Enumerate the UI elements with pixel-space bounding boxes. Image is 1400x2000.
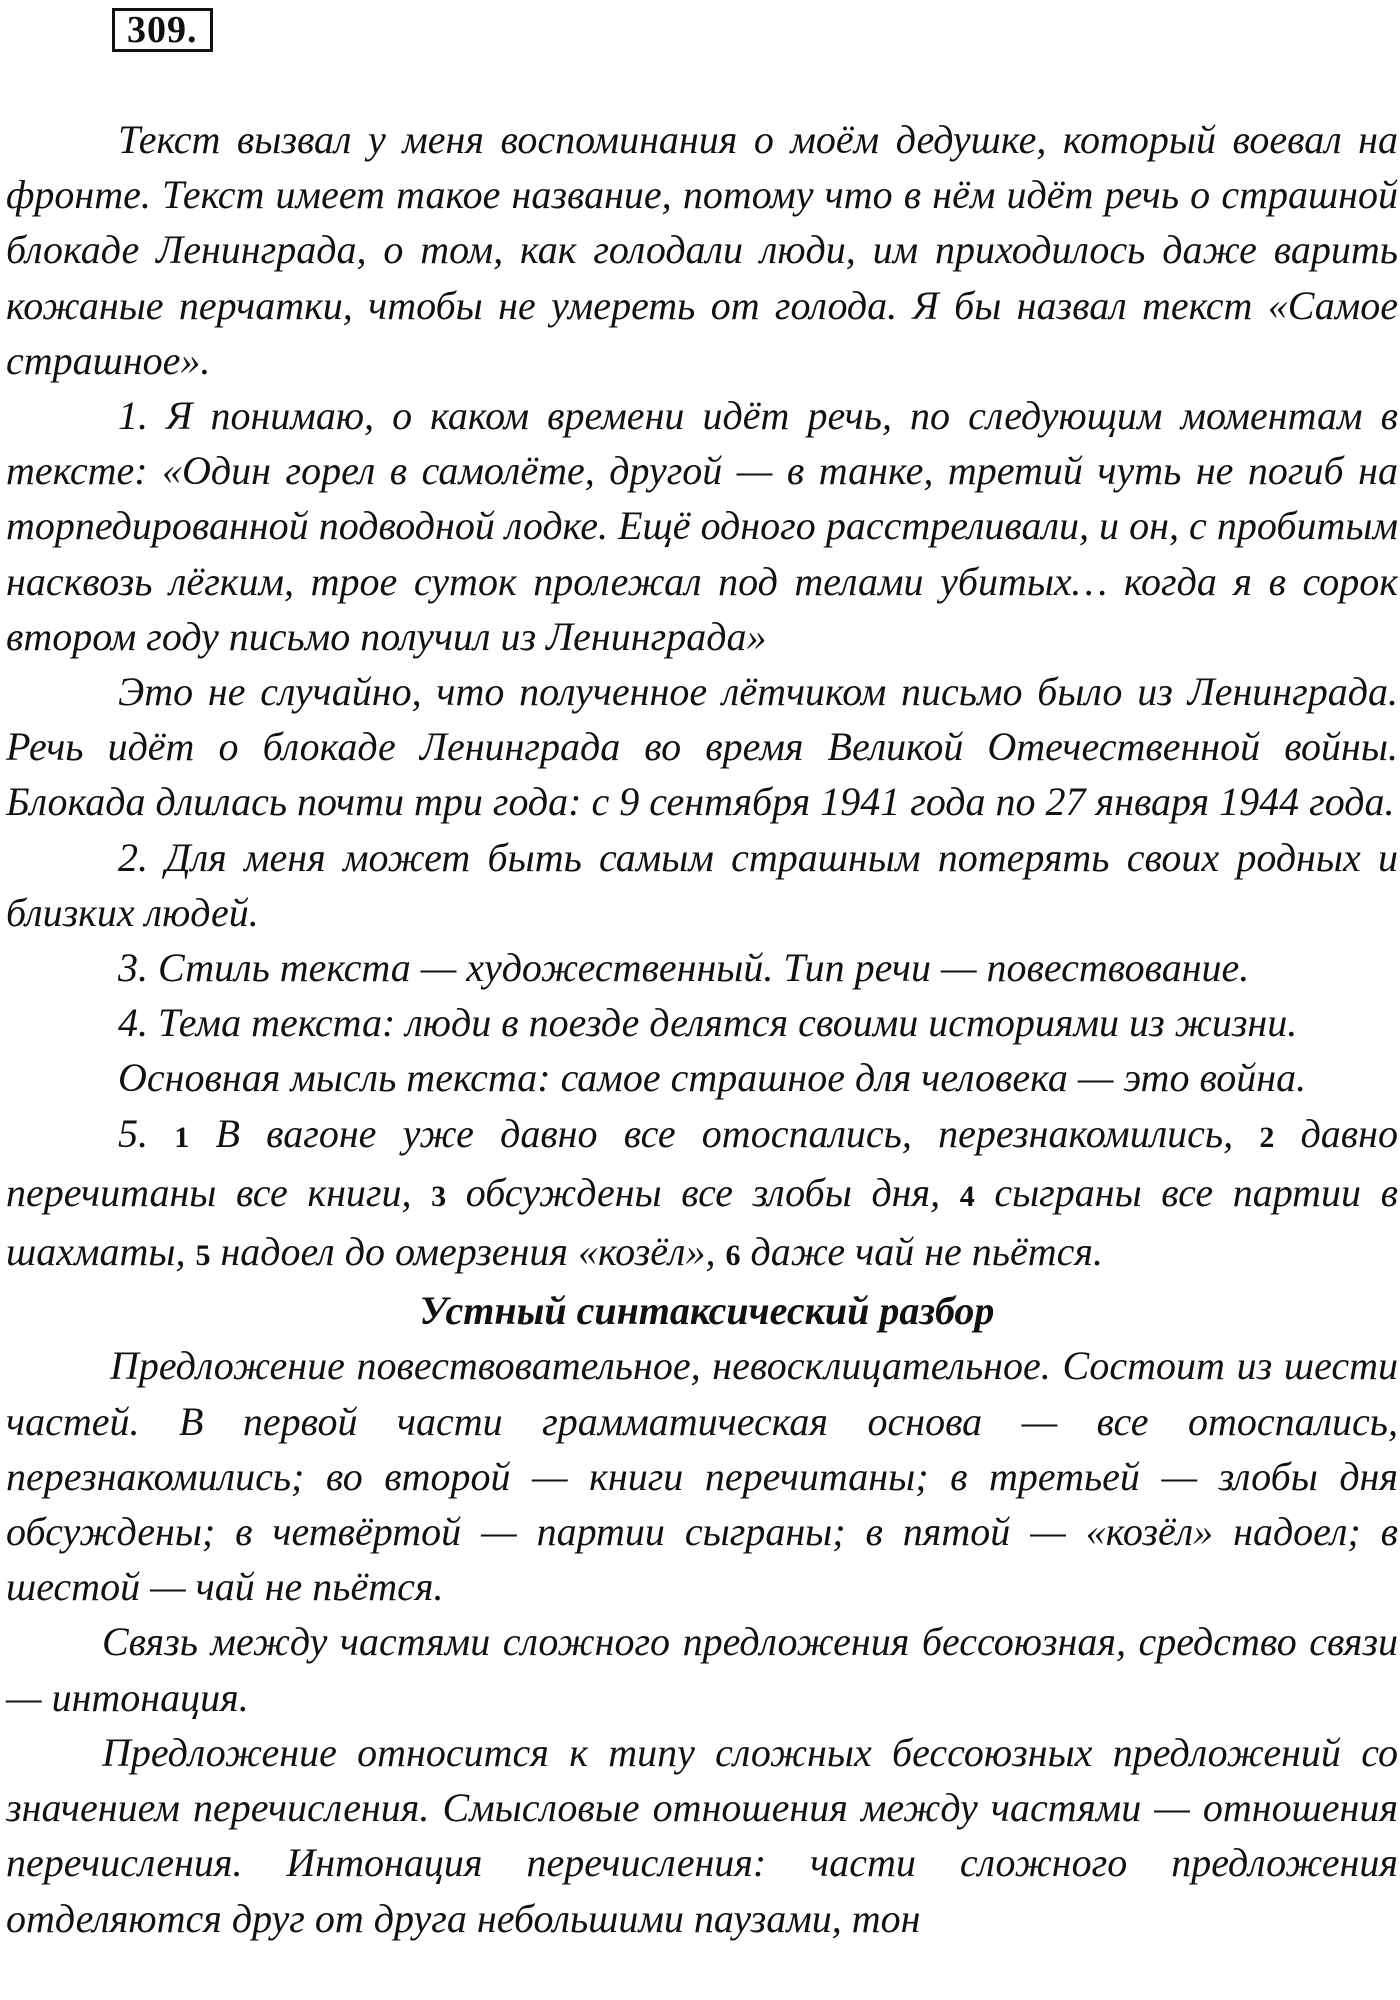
paragraph-answer-1: 1. Я понимаю, о каком времени идёт речь, по следующим моментам в тексте: «Один горел в самолёте, другой — в танке, третий чуть не погиб на торпедированной подводной лодке. Ещё одного расстреливали, и он, с пробитым насквозь лёгким, трое суток пролежал под телами убитых… когда я в сорок втором году письмо получил из Ленинграда» xyxy=(6,393,1398,659)
paragraph-analysis-3: Предложение относится к типу сложных бессоюзных предложений со значением перечисления. Смысловые отношения между частями — отношения перечисления. Интонация перечисления: части сложного предложения отделяются друг от друга небольшими паузами, тон xyxy=(6,1729,1398,1941)
paragraph-analysis-2: Связь между частями сложного предложения бессоюзная, средство связи — интонация. xyxy=(6,1619,1398,1720)
clause-text-6: даже чай не пьётся. xyxy=(750,1229,1103,1275)
paragraph-main-idea: Основная мысль текста: самое страшное для человека — это война. xyxy=(118,1055,1307,1101)
paragraph-answer-5 xyxy=(6,1106,1398,1284)
clause-number-5: 5 xyxy=(195,1239,211,1273)
answer-text xyxy=(6,112,1398,1946)
exercise-number: 309. xyxy=(112,8,213,52)
clause-text-5: надоел до омерзения «козёл», xyxy=(220,1229,716,1275)
clause-text-4: сыграны все партии в шахматы, xyxy=(6,1169,1399,1275)
paragraph-answer-4: 4. Тема текста: люди в поезде делятся своими историями из жизни. xyxy=(118,1000,1298,1046)
paragraph-answer-1-explanation: Это не случайно, что полученное лётчиком письмо было из Ленинграда. Речь идёт о блокаде Ленинграда во время Великой Отечественной войны. Блокада длилась почти три года: с 9 сентября 1941 года по 27 января 1944 года. xyxy=(6,669,1398,825)
clause-number-1: 1 xyxy=(174,1120,190,1154)
clause-number-3: 3 xyxy=(431,1179,447,1213)
paragraph-analysis-1: Предложение повествовательное, невосклицательное. Состоит из шести частей. В первой части грамматическая основа — все отоспались, перезнакомились; во второй — книги перечитаны; в третьей — злобы дня обсуждены; в четвёртой — партии сыграны; в пятой — «козёл» надоел; в шестой — чай не пьётся. xyxy=(6,1343,1398,1610)
paragraph-answer-2: 2. Для меня может быть самым страшным потерять своих родных и близких людей. xyxy=(6,834,1398,935)
paragraph-intro: Текст вызвал у меня воспоминания о моём дедушке, который воевал на фронте. Текст имеет такое название, потому что в нём идёт речь о страшной блокаде Ленинграда, о том, как голодали люди, им приходилось даже варить кожаные перчатки, чтобы не умереть от голода. Я бы назвал текст «Самое страшное». xyxy=(6,117,1398,383)
clause-text-3: обсуждены все злобы дня, xyxy=(465,1169,941,1215)
answer-5-lead: 5. xyxy=(118,1110,148,1156)
clause-text-1: В вагоне уже давно все отоспались, перезнакомились, xyxy=(215,1110,1234,1156)
clause-number-4: 4 xyxy=(959,1179,975,1213)
clause-number-2: 2 xyxy=(1259,1120,1275,1154)
clause-number-6: 6 xyxy=(725,1239,741,1273)
clause-text-2: давно перечитаны все книги, xyxy=(6,1110,1399,1215)
section-heading: Устный синтаксический разбор xyxy=(419,1288,995,1334)
paragraph-answer-3: 3. Стиль текста — художественный. Тип речи — повествование. xyxy=(118,945,1250,991)
